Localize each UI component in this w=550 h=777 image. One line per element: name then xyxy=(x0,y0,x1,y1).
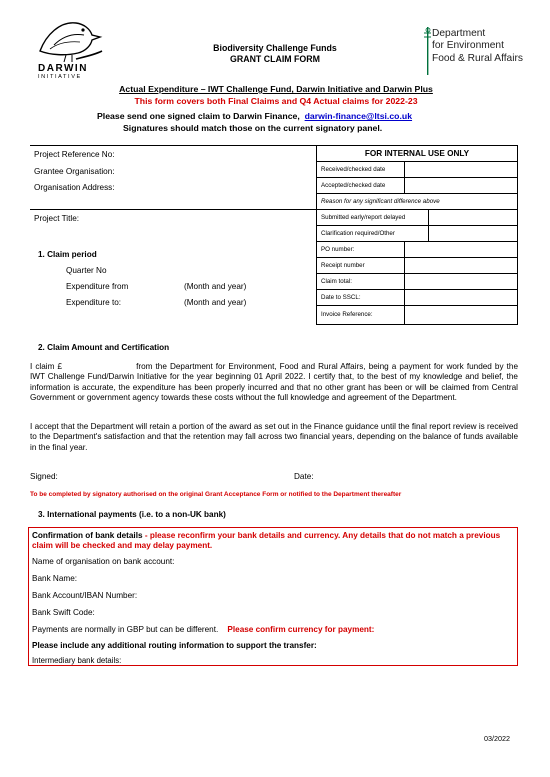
defra-line-1: Department xyxy=(432,28,486,39)
signature-field[interactable] xyxy=(66,470,286,482)
account-name-label: Name of organisation on bank account: xyxy=(32,557,175,566)
defra-logo xyxy=(422,27,532,79)
claim-period-heading: 1. Claim period xyxy=(38,250,97,259)
title-line-1: Biodiversity Challenge Funds xyxy=(213,43,337,53)
claim-prefix: I claim £ xyxy=(30,362,63,371)
invoice-reference-cell[interactable] xyxy=(316,305,518,325)
clarification-label: Clarification required/Other xyxy=(321,230,395,237)
title-line-2: GRANT CLAIM FORM xyxy=(230,54,320,65)
section-2-heading: 2. Claim Amount and Certification xyxy=(38,343,170,352)
iban-label: Bank Account/IBAN Number: xyxy=(32,591,138,600)
receipt-number-label: Receipt number xyxy=(321,262,365,269)
signatory-note: To be completed by signatory authorised on the original Grant Acceptance Form or notified to the Department thereafter xyxy=(30,491,402,498)
project-title-label: Project Title: xyxy=(34,214,80,223)
payments-note: Payments are normally in GBP but can be different. xyxy=(32,625,219,634)
claim-total-cell[interactable] xyxy=(316,273,518,290)
quarter-no-label: Quarter No xyxy=(66,266,107,275)
bank-confirmation-text xyxy=(32,531,514,552)
section-3-heading: 3. International payments (i.e. to a non-UK bank) xyxy=(38,510,226,519)
send-instruction xyxy=(97,111,412,121)
defra-name xyxy=(432,28,523,65)
reason-cell[interactable] xyxy=(316,193,518,210)
signed-label: Signed: xyxy=(30,472,58,481)
submitted-early-cell[interactable] xyxy=(316,209,518,226)
routing-label: Please include any additional routing information to support the transfer: xyxy=(32,641,317,650)
expenditure-from-hint: (Month and year) xyxy=(184,282,247,291)
grantee-organisation-label: Grantee Organisation: xyxy=(34,167,115,176)
invoice-reference-label: Invoice Reference: xyxy=(321,311,373,318)
darwin-logo-subtext: INITIATIVE xyxy=(38,74,82,80)
bank-name-label: Bank Name: xyxy=(32,574,78,583)
submitted-early-label: Submitted early/report delayed xyxy=(321,214,406,221)
currency-confirm-label: Please confirm currency for payment: xyxy=(227,625,375,634)
internal-heading-cell xyxy=(316,145,518,162)
date-sscl-label: Date to SSCL: xyxy=(321,294,361,301)
claim-total-label: Claim total: xyxy=(321,278,352,285)
defra-line-3: Food & Rural Affairs xyxy=(432,52,523,64)
intro-subheading: This form covers both Final Claims and Q4 Actual claims for 2022-23 xyxy=(134,96,418,106)
internal-heading: FOR INTERNAL USE ONLY xyxy=(364,149,470,158)
internal-divider xyxy=(404,241,405,325)
intro-heading: Actual Expenditure – IWT Challenge Fund, Darwin Initiative and Darwin Plus xyxy=(119,84,433,94)
footer-date-code: 03/2022 xyxy=(484,734,510,743)
signatures-note: Signatures should match those on the current signatory panel. xyxy=(123,123,383,133)
clarification-cell[interactable] xyxy=(316,225,518,242)
date-label: Date: xyxy=(294,472,314,481)
accepted-date-label: Accepted/checked date xyxy=(321,182,386,189)
date-sscl-cell[interactable] xyxy=(316,289,518,306)
defra-line-2: for Environment xyxy=(432,40,504,52)
po-number-label: PO number: xyxy=(321,246,355,253)
expenditure-to-hint: (Month and year) xyxy=(184,298,247,307)
darwin-logo xyxy=(36,15,104,79)
internal-divider xyxy=(428,209,429,242)
darwin-finance-email-link[interactable]: darwin-finance@ltsi.co.uk xyxy=(304,111,413,121)
bank-confirmation-bold: Confirmation of bank details xyxy=(32,531,143,540)
certification-text: from the Department for Environment, Food and Rural Affairs, being a payment for work funded by the IWT Challenge Fund/Darwin Initiative for the year beginning 01 April 2022. I certify that, to the best of my knowledge and belief, the information is accurate, the expenditure has been properly incurred and that no other grant has been or will be claimed from Central Government or government agency towards these costs without the full knowledge and agreement of the Department. xyxy=(30,362,519,402)
send-text: Please send one signed claim to Darwin Finance, xyxy=(97,111,300,121)
bank-details-box xyxy=(28,527,518,666)
organisation-address-label: Organisation Address: xyxy=(34,183,115,192)
darwin-logo-text: DARWIN xyxy=(38,63,88,74)
certification-paragraph-1 xyxy=(30,362,518,403)
project-reference-label: Project Reference No: xyxy=(34,150,115,159)
date-field[interactable] xyxy=(322,470,512,482)
form-title xyxy=(175,43,375,66)
received-date-cell[interactable] xyxy=(316,161,518,178)
receipt-number-cell[interactable] xyxy=(316,257,518,274)
received-date-label: Received/checked date xyxy=(321,166,386,173)
po-number-cell[interactable] xyxy=(316,241,518,258)
expenditure-from-label: Expenditure from xyxy=(66,282,129,291)
certification-paragraph-2: I accept that the Department will retain a portion of the award as set out in the Finance guidance until the final report review is received to the Department's satisfaction and that the retention may fall across two financial years, depending on the balance of funds available in the final year. xyxy=(30,422,518,452)
intermediary-bank-label: Intermediary bank details: xyxy=(32,656,122,665)
accepted-date-cell[interactable] xyxy=(316,177,518,194)
expenditure-to-label: Expenditure to: xyxy=(66,298,122,307)
bank-confirmation-warning: - please reconfirm your bank details and currency. Any details that do not match a previous claim will be checked and may delay payment. xyxy=(32,531,501,551)
swift-code-label: Bank Swift Code: xyxy=(32,608,95,617)
finch-logo-icon xyxy=(36,15,104,63)
reason-label: Reason for any significant difference above xyxy=(321,198,440,205)
currency-row xyxy=(32,625,374,635)
